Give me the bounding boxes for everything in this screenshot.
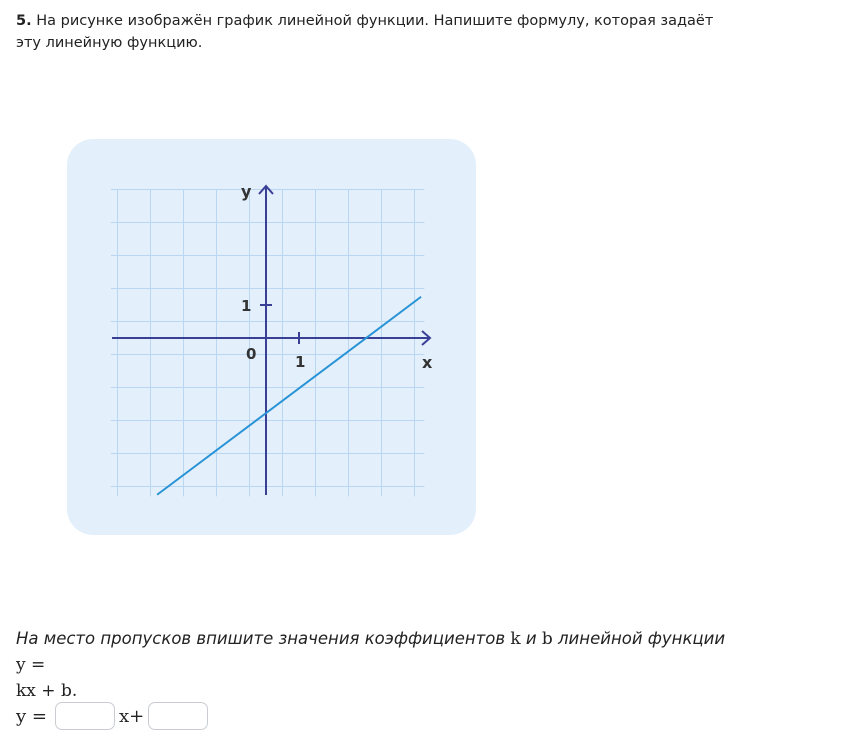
x-axis-label: x	[422, 353, 433, 372]
question-text	[16, 10, 716, 54]
instruction-and: и	[520, 629, 542, 648]
graph-card	[67, 139, 476, 535]
answer-middle: x+	[118, 705, 145, 727]
formula-part1: y =	[16, 655, 46, 675]
y-unit-label: 1	[241, 297, 252, 315]
instruction-text	[16, 626, 736, 704]
question-body: На рисунке изображён график линейной функции. Напишите формулу, которая задаёт эту линейную функцию.	[16, 13, 714, 51]
axes	[112, 186, 430, 495]
y-axis-label: y	[241, 182, 252, 201]
origin-label: 0	[246, 345, 257, 363]
coef-b: b	[541, 629, 553, 649]
instruction-part2: линейной функции	[552, 629, 726, 648]
coef-b-input[interactable]	[148, 702, 208, 730]
x-unit-label: 1	[295, 353, 306, 371]
instruction-part1: На место пропусков впишите значения коэффициентов	[16, 629, 511, 648]
function-graph	[67, 139, 476, 535]
question-number: 5.	[16, 13, 32, 29]
answer-prefix: y =	[16, 705, 47, 727]
answer-row	[16, 700, 212, 732]
formula-part2: kx + b.	[16, 681, 78, 701]
coef-k-input[interactable]	[55, 702, 115, 730]
grid-lines	[111, 190, 425, 497]
coef-k: k	[510, 629, 521, 649]
